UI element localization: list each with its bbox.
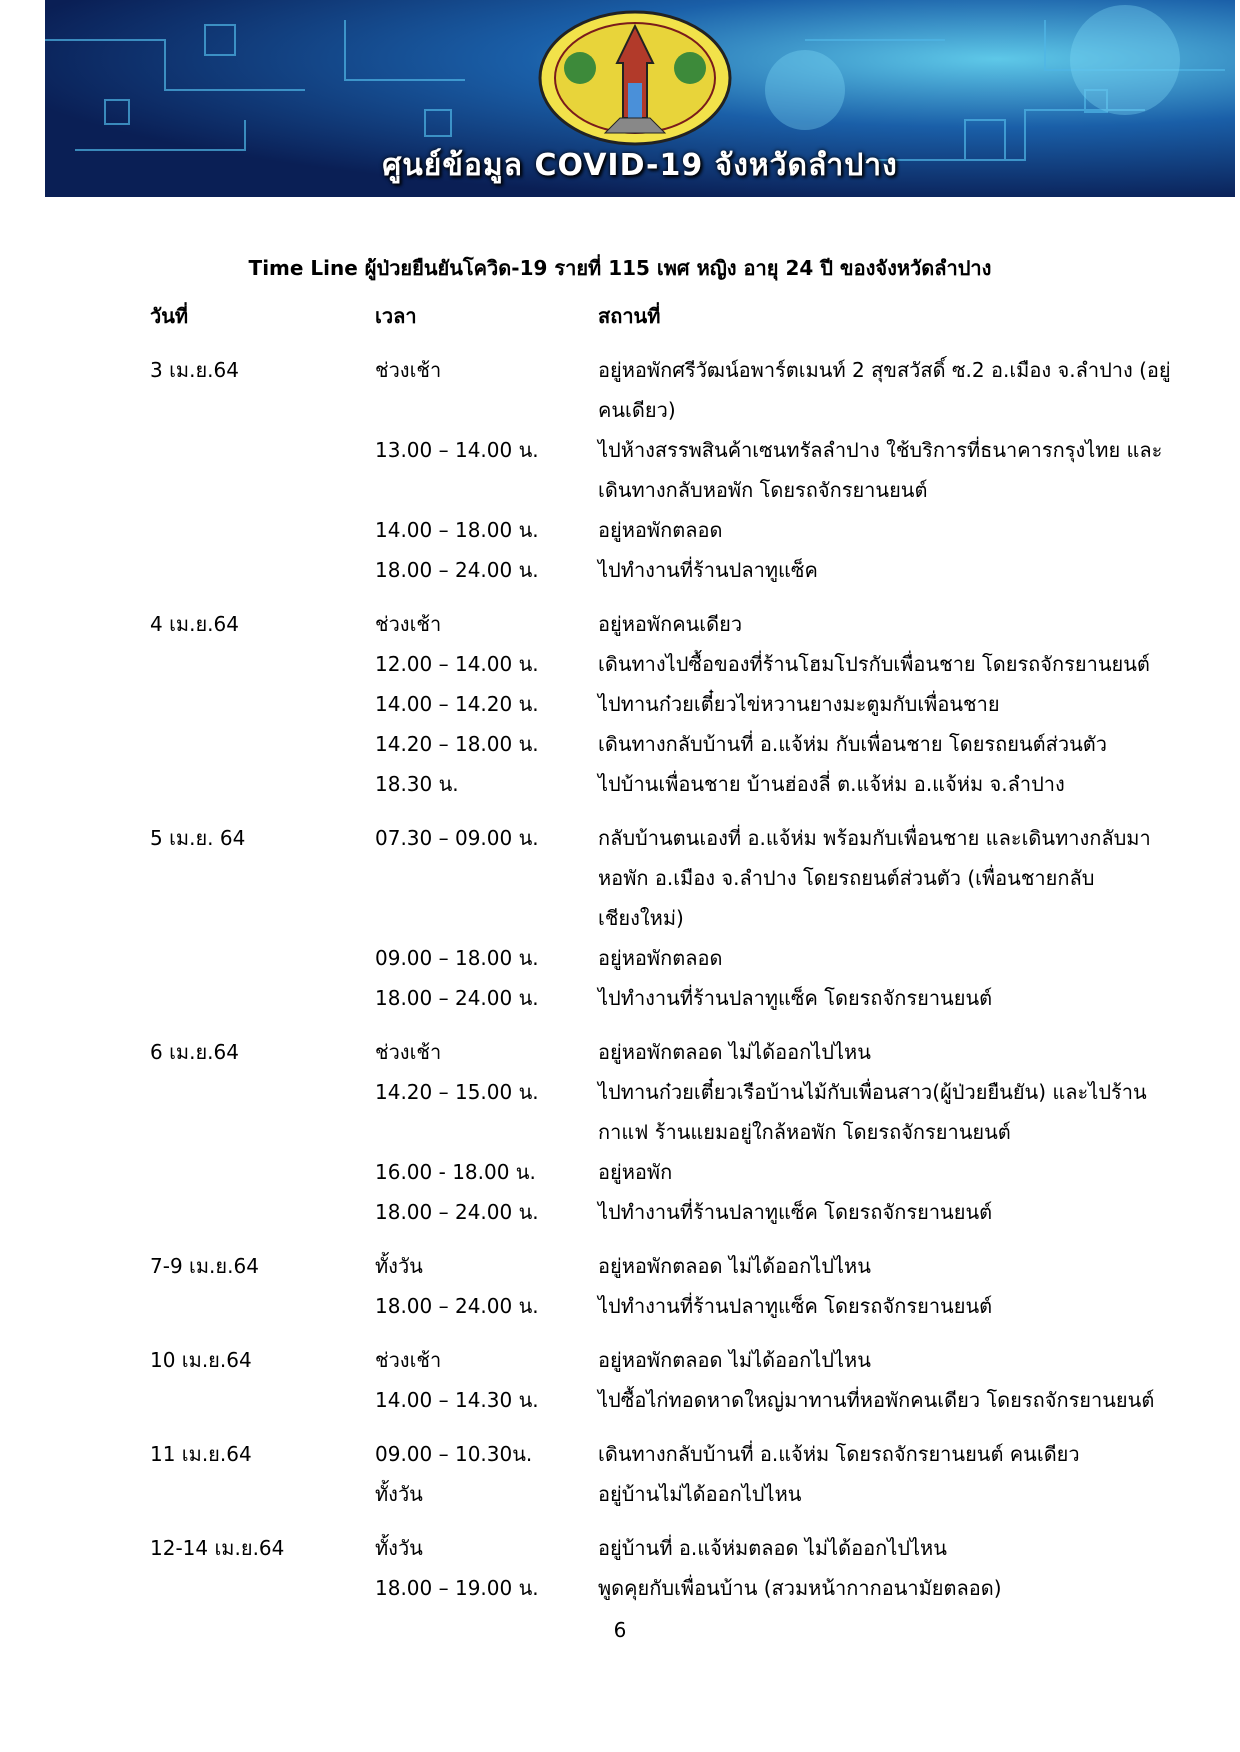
row-date <box>0 724 375 764</box>
row-date: 5 เม.ย. 64 <box>150 826 246 850</box>
row-time: 18.30 น. <box>375 772 459 796</box>
page-number: 6 <box>613 1618 627 1642</box>
timeline-row <box>0 1192 1240 1232</box>
timeline-day <box>0 1246 1240 1326</box>
row-place: อยู่หอพักตลอด <box>598 946 723 970</box>
timeline-row <box>0 1032 1240 1072</box>
timeline-row <box>0 1072 1240 1152</box>
banner-title: ศูนย์ข้อมูล COVID-19 จังหวัดลำปาง <box>382 148 898 183</box>
row-place: เดินทางกลับบ้านที่ อ.แจ้ห่ม โดยรถจักรยานยนต์ คนเดียว <box>598 1442 1080 1466</box>
timeline-row <box>0 684 1240 724</box>
row-time: ช่วงเช้า <box>375 1348 442 1372</box>
timeline-row <box>0 1286 1240 1326</box>
row-date: 4 เม.ย.64 <box>150 612 239 636</box>
row-place: อยู่หอพักตลอด ไม่ได้ออกไปไหน <box>598 1254 871 1278</box>
row-place: ไปทานก๋วยเตี๋ยวเรือบ้านไม้กับเพื่อนสาว(ผู้ป่วยยืนยัน) และไปร้านกาแฟ ร้านแยมอยู่ใกล้หอพัก โดยรถจักรยานยนต์ <box>598 1080 1147 1144</box>
row-place: ไปทำงานที่ร้านปลาทูแซ็ค โดยรถจักรยานยนต์ <box>598 1200 993 1224</box>
timeline-row <box>0 644 1240 684</box>
row-date <box>0 644 375 684</box>
timeline-row <box>0 1434 1240 1474</box>
row-date <box>0 1192 375 1232</box>
timeline-day <box>0 1528 1240 1608</box>
row-time: ช่วงเช้า <box>375 1040 442 1064</box>
row-time: 14.00 – 14.30 น. <box>375 1388 539 1412</box>
timeline-row <box>0 978 1240 1018</box>
timeline-day <box>0 1434 1240 1514</box>
row-place: ไปห้างสรรพสินค้าเซนทรัลลำปาง ใช้บริการที่ธนาคารกรุงไทย และเดินทางกลับหอพัก โดยรถจักรยานยนต์ <box>598 438 1163 502</box>
timeline-row <box>0 818 1240 938</box>
header-time: เวลา <box>375 304 417 328</box>
timeline-row <box>0 1528 1240 1568</box>
row-time: 14.20 – 15.00 น. <box>375 1080 539 1104</box>
row-date <box>0 1380 375 1420</box>
row-date <box>0 684 375 724</box>
row-date <box>0 550 375 590</box>
row-time: ทั้งวัน <box>375 1536 423 1560</box>
row-time: 07.30 – 09.00 น. <box>375 826 539 850</box>
row-date: 11 เม.ย.64 <box>150 1442 252 1466</box>
timeline-day <box>0 1340 1240 1420</box>
timeline-row <box>0 764 1240 804</box>
row-time: ทั้งวัน <box>375 1482 423 1506</box>
timeline-row <box>0 550 1240 590</box>
row-time: 14.20 – 18.00 น. <box>375 732 539 756</box>
row-place: อยู่หอพักศรีวัฒน์อพาร์ตเมนท์ 2 สุขสวัสดิ์ ซ.2 อ.เมือง จ.ลำปาง (อยู่คนเดียว) <box>598 358 1171 422</box>
row-date <box>0 1474 375 1514</box>
row-time: ทั้งวัน <box>375 1254 423 1278</box>
timeline-row <box>0 1568 1240 1608</box>
timeline-row <box>0 350 1240 430</box>
document-title: Time Line ผู้ป่วยยืนยันโควิด-19 รายที่ 115 เพศ หญิง อายุ 24 ปี ของจังหวัดลำปาง <box>248 256 992 280</box>
timeline-row <box>0 724 1240 764</box>
row-date <box>0 978 375 1018</box>
row-place: ไปทานก๋วยเตี๋ยวไข่หวานยางมะตูมกับเพื่อนชาย <box>598 692 1000 716</box>
lampang-seal-logo <box>535 8 735 148</box>
timeline-day <box>0 350 1240 590</box>
row-place: อยู่หอพักตลอด <box>598 518 723 542</box>
timeline-row <box>0 1380 1240 1420</box>
row-date <box>0 1286 375 1326</box>
row-place: อยู่หอพักตลอด ไม่ได้ออกไปไหน <box>598 1040 871 1064</box>
timeline-table <box>0 350 1240 1622</box>
row-date <box>0 1152 375 1192</box>
row-time: ช่วงเช้า <box>375 612 442 636</box>
row-time: 18.00 – 24.00 น. <box>375 1294 539 1318</box>
row-time: 18.00 – 24.00 น. <box>375 986 539 1010</box>
row-date <box>0 1072 375 1152</box>
row-time: 09.00 – 10.30น. <box>375 1442 533 1466</box>
row-date <box>0 764 375 804</box>
row-time: 09.00 – 18.00 น. <box>375 946 539 970</box>
timeline-row <box>0 430 1240 510</box>
row-date: 12-14 เม.ย.64 <box>150 1536 285 1560</box>
row-place: อยู่บ้านไม่ได้ออกไปไหน <box>598 1482 802 1506</box>
timeline-day <box>0 1032 1240 1232</box>
row-place: ไปทำงานที่ร้านปลาทูแซ็ค <box>598 558 818 582</box>
row-time: 14.00 – 14.20 น. <box>375 692 539 716</box>
row-place: อยู่บ้านที่ อ.แจ้ห่มตลอด ไม่ได้ออกไปไหน <box>598 1536 947 1560</box>
timeline-row <box>0 1474 1240 1514</box>
row-date <box>0 1568 375 1608</box>
timeline-row <box>0 604 1240 644</box>
row-place: อยู่หอพักคนเดียว <box>598 612 743 636</box>
row-time: ช่วงเช้า <box>375 358 442 382</box>
row-date: 3 เม.ย.64 <box>150 358 239 382</box>
row-time: 18.00 – 24.00 น. <box>375 558 539 582</box>
row-place: ไปทำงานที่ร้านปลาทูแซ็ค โดยรถจักรยานยนต์ <box>598 986 993 1010</box>
row-place: กลับบ้านตนเองที่ อ.แจ้ห่ม พร้อมกับเพื่อนชาย และเดินทางกลับมาหอพัก อ.เมือง จ.ลำปาง โดยรถยนต์ส่วนตัว (เพื่อนชายกลับเชียงใหม่) <box>598 826 1151 930</box>
row-time: 16.00 - 18.00 น. <box>375 1160 536 1184</box>
header-banner <box>45 0 1235 197</box>
row-date: 7-9 เม.ย.64 <box>150 1254 259 1278</box>
row-place: ไปบ้านเพื่อนชาย บ้านฮ่องลี่ ต.แจ้ห่ม อ.แจ้ห่ม จ.ลำปาง <box>598 772 1065 796</box>
row-place: พูดคุยกับเพื่อนบ้าน (สวมหน้ากากอนามัยตลอด) <box>598 1576 1002 1600</box>
row-place: อยู่หอพักตลอด ไม่ได้ออกไปไหน <box>598 1348 871 1372</box>
timeline-row <box>0 1152 1240 1192</box>
timeline-day <box>0 818 1240 1018</box>
row-date: 6 เม.ย.64 <box>150 1040 239 1064</box>
row-date: 10 เม.ย.64 <box>150 1348 252 1372</box>
header-date: วันที่ <box>150 304 189 328</box>
timeline-row <box>0 510 1240 550</box>
row-place: อยู่หอพัก <box>598 1160 673 1184</box>
timeline-day <box>0 604 1240 804</box>
row-date <box>0 510 375 550</box>
row-date <box>0 430 375 510</box>
row-time: 13.00 – 14.00 น. <box>375 438 539 462</box>
timeline-row <box>0 938 1240 978</box>
row-time: 18.00 – 24.00 น. <box>375 1200 539 1224</box>
row-place: ไปทำงานที่ร้านปลาทูแซ็ค โดยรถจักรยานยนต์ <box>598 1294 993 1318</box>
row-date <box>0 938 375 978</box>
header-place: สถานที่ <box>598 304 661 328</box>
row-time: 12.00 – 14.00 น. <box>375 652 539 676</box>
row-time: 18.00 – 19.00 น. <box>375 1576 539 1600</box>
timeline-row <box>0 1340 1240 1380</box>
row-place: เดินทางไปซื้อของที่ร้านโฮมโปรกับเพื่อนชาย โดยรถจักรยานยนต์ <box>598 652 1150 676</box>
row-place: เดินทางกลับบ้านที่ อ.แจ้ห่ม กับเพื่อนชาย โดยรถยนต์ส่วนตัว <box>598 732 1107 756</box>
row-time: 14.00 – 18.00 น. <box>375 518 539 542</box>
timeline-row <box>0 1246 1240 1286</box>
row-place: ไปซื้อไก่ทอดหาดใหญ่มาทานที่หอพักคนเดียว โดยรถจักรยานยนต์ <box>598 1388 1155 1412</box>
